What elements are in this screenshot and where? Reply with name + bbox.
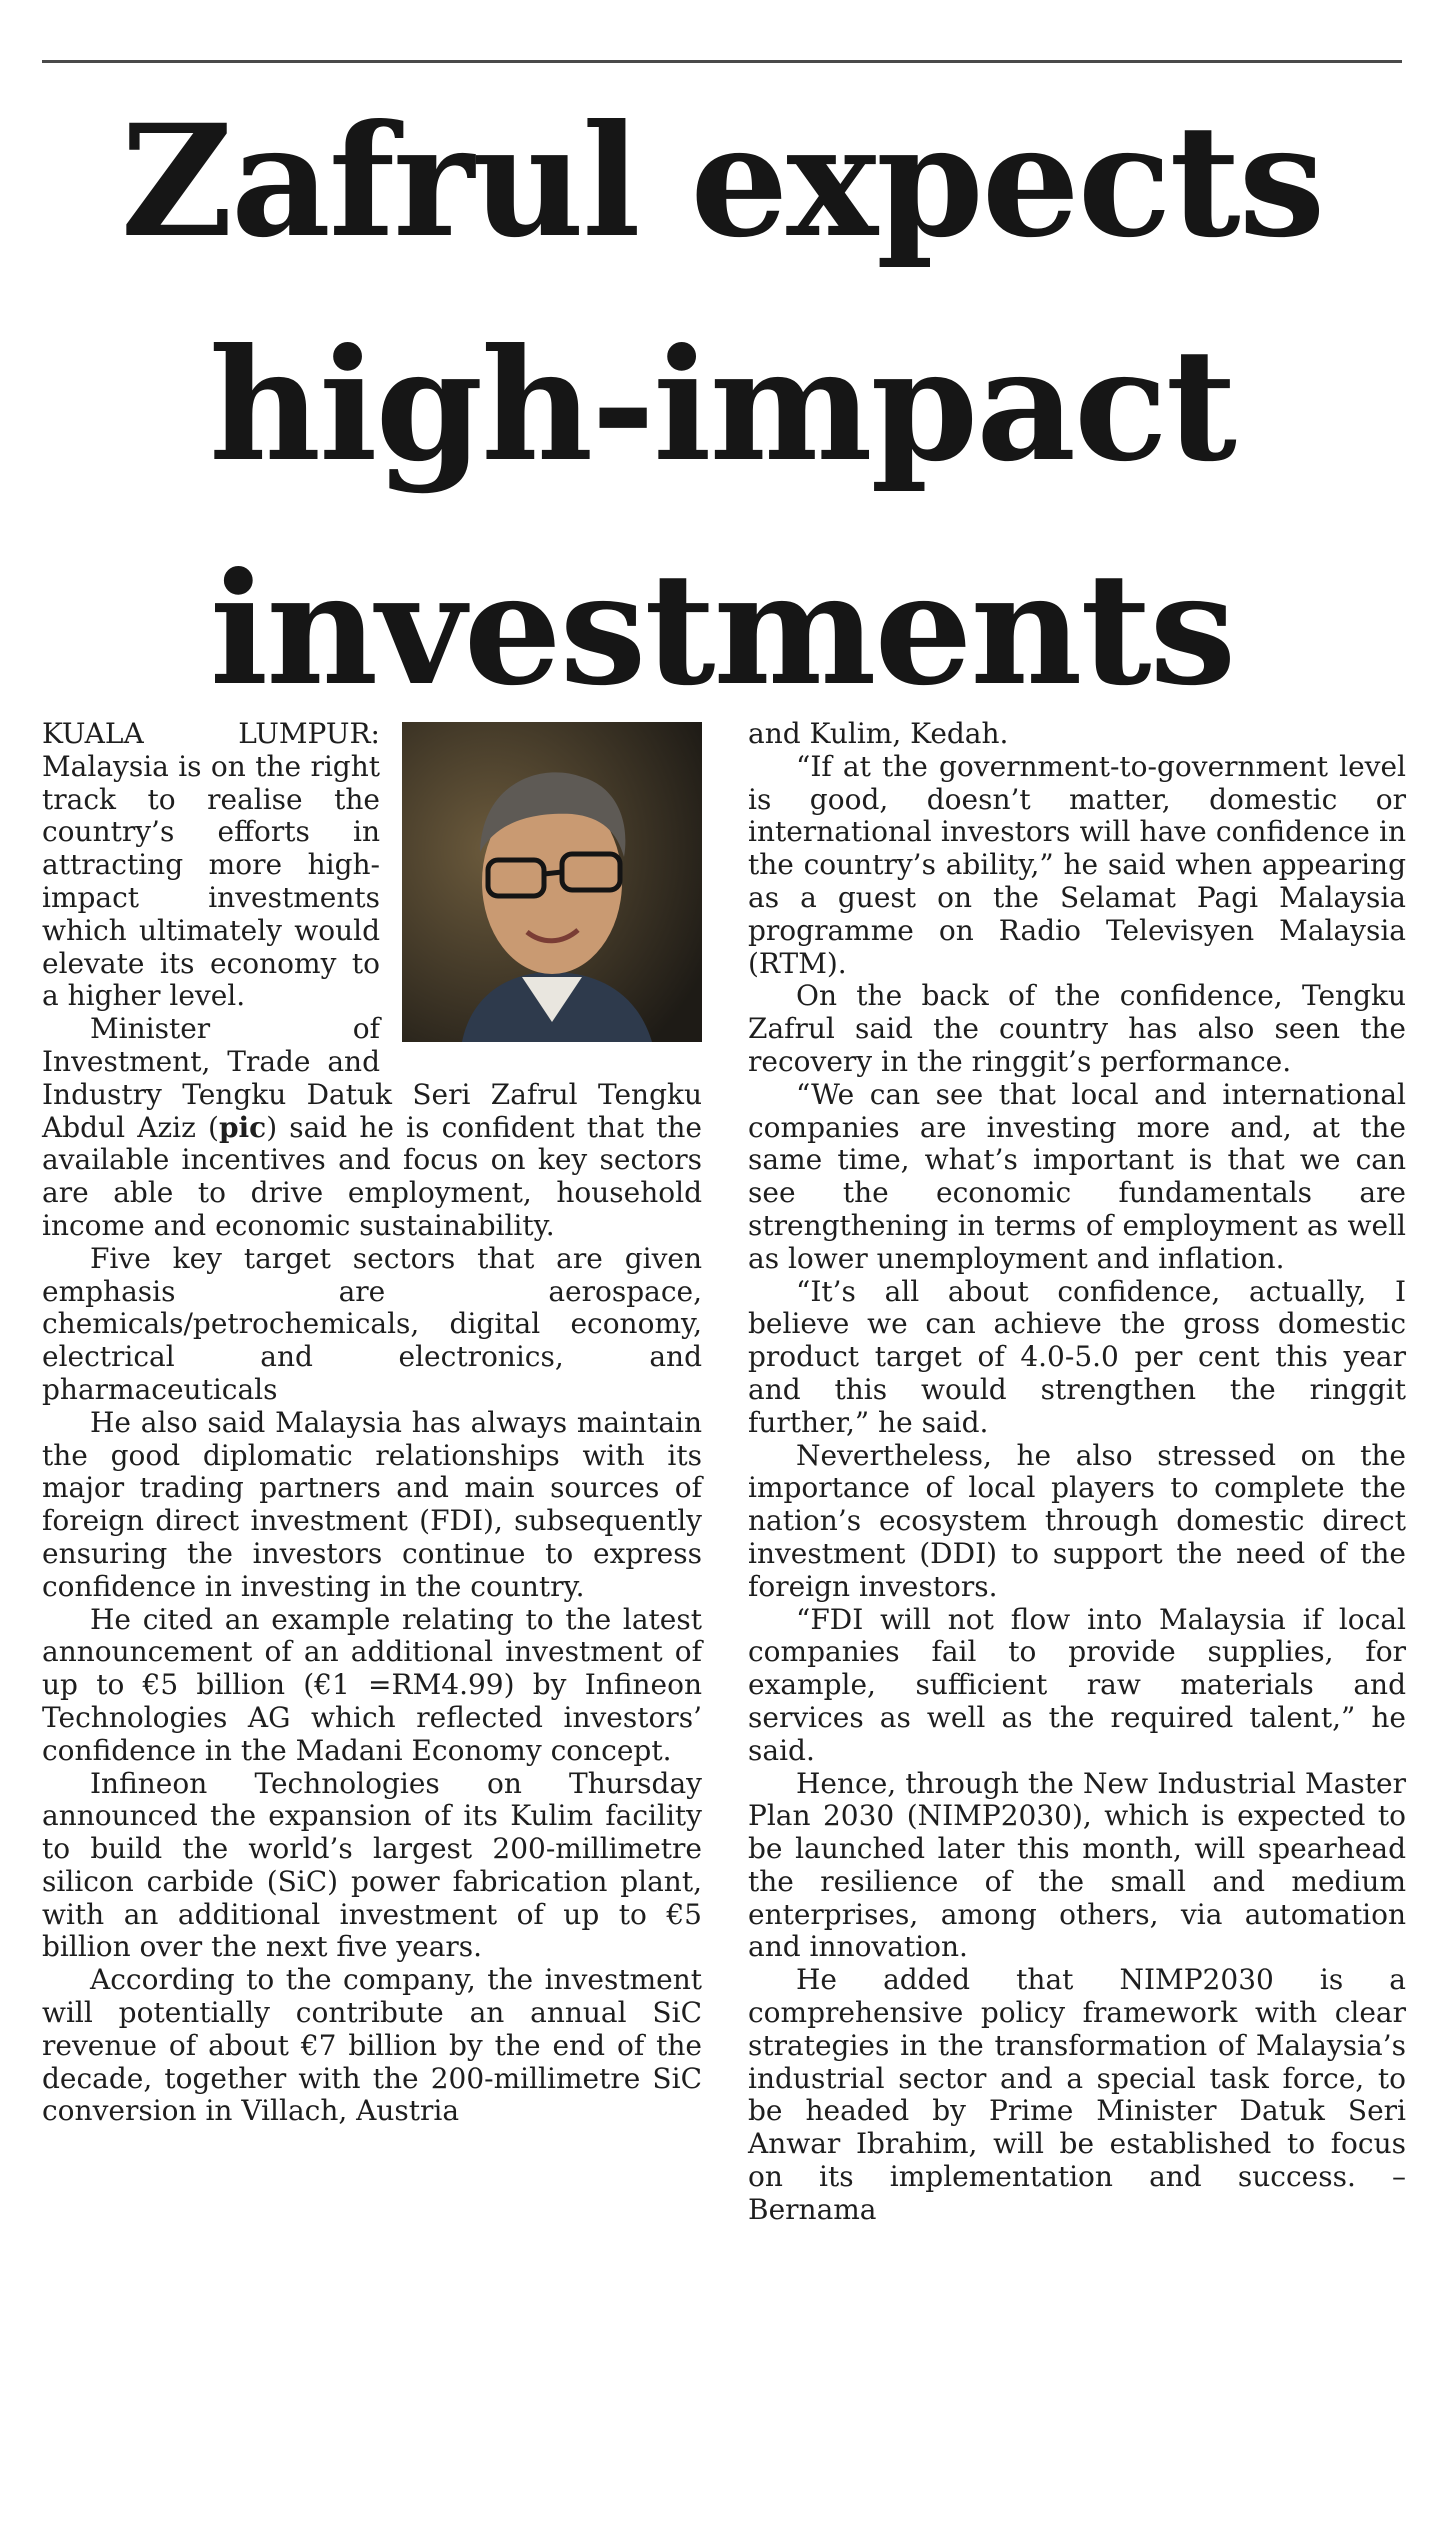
lead-text: Malaysia is on the right track to realise the country’s efforts in attracting more high-impact investments which ultimately would elevate its economy to a higher level. bbox=[42, 749, 380, 1013]
paragraph-continued: and Kulim, Kedah. bbox=[748, 717, 1009, 750]
portrait-photo bbox=[402, 722, 702, 1042]
paragraph: “If at the government-to-government level is good, doesn’t matter, domestic or international investors will have confidence in the country’s ability,” he said when appearing as a guest on the Selamat Pagi Malaysia programme on Radio Televisyen Malaysia (RTM). bbox=[748, 749, 1406, 980]
paragraph: On the back of the confidence, Tengku Zafrul said the country has also seen the recovery in the ringgit’s performance. bbox=[748, 979, 1406, 1078]
paragraph: “We can see that local and international companies are investing more and, at the same time, what’s important is that we can see the economic fundamentals are strengthening in terms of employment as well as lower unemployment and inflation. bbox=[748, 1077, 1406, 1275]
headline-line-2: high-impact bbox=[209, 315, 1235, 496]
headline-line-3: investments bbox=[209, 539, 1235, 720]
portrait-photo-icon bbox=[402, 722, 702, 1042]
paragraph: He also said Malaysia has always maintain the good diplomatic relationships with its major trading partners and main sources of foreign direct investment (FDI), subsequently ensuring the investors continue to express confidence in investing in the country. bbox=[42, 1405, 702, 1603]
headline bbox=[42, 70, 1402, 742]
pic-reference: pic bbox=[218, 1110, 267, 1144]
headline-line-1: Zafrul expects bbox=[120, 91, 1324, 272]
paragraph: Five key target sectors that are given emphasis are aerospace, chemicals/petrochemicals, digital economy, electrical and electronics, and pharmaceuticals bbox=[42, 1241, 702, 1406]
paragraph: Nevertheless, he also stressed on the importance of local players to complete the nation’s ecosystem through domestic direct investment (DDI) to support the need of the foreign investors. bbox=[748, 1438, 1406, 1603]
paragraph: “It’s all about confidence, actually, I believe we can achieve the gross domestic product target of 4.0-5.0 per cent this year and this would strengthen the ringgit further,” he said. bbox=[748, 1274, 1406, 1439]
paragraph: Minister of Investment, Trade and Industry Tengku Datuk Seri Zafrul Tengku Abdul Aziz (pic) said he is confident that the available incentives and focus on key sectors are able to drive employment, household income and economic sustainability. bbox=[42, 1012, 702, 1242]
lead-block bbox=[42, 718, 702, 1013]
paragraph: “FDI will not flow into Malaysia if local companies fail to provide supplies, for example, sufficient raw materials and services as well as the required talent,” he said. bbox=[748, 1602, 1406, 1767]
paragraph: Hence, through the New Industrial Master Plan 2030 (NIMP2030), which is expected to be launched later this month, will spearhead the resilience of the small and medium enterprises, among others, via automation and innovation. bbox=[748, 1766, 1406, 1964]
paragraph: He cited an example relating to the latest announcement of an additional investment of up to €5 billion (€1 =RM4.99) by Infineon Technologies AG which reflected investors’ confidence in the Madani Economy concept. bbox=[42, 1602, 702, 1767]
top-rule bbox=[42, 60, 1402, 63]
dateline: KUALA LUMPUR: bbox=[42, 717, 380, 750]
paragraph: According to the company, the investment will potentially contribute an annual SiC revenue of about €7 billion by the end of the decade, together with the 200-millimetre SiC conversion in Villach, Austria bbox=[42, 1963, 702, 2128]
column-right bbox=[748, 718, 1406, 2227]
paragraph: Infineon Technologies on Thursday announced the expansion of its Kulim facility to build the world’s largest 200-millimetre silicon carbide (SiC) power fabrication plant, with an additional investment of up to €5 billion over the next five years. bbox=[42, 1766, 702, 1964]
paragraph: He added that NIMP2030 is a comprehensive policy framework with clear strategies in the transformation of Malaysia’s industrial sector and a special task force, to be headed by Prime Minister Datuk Seri Anwar Ibrahim, will be established to focus on its implementation and success. – Bernama bbox=[748, 1963, 1406, 2226]
column-left bbox=[42, 718, 702, 2128]
